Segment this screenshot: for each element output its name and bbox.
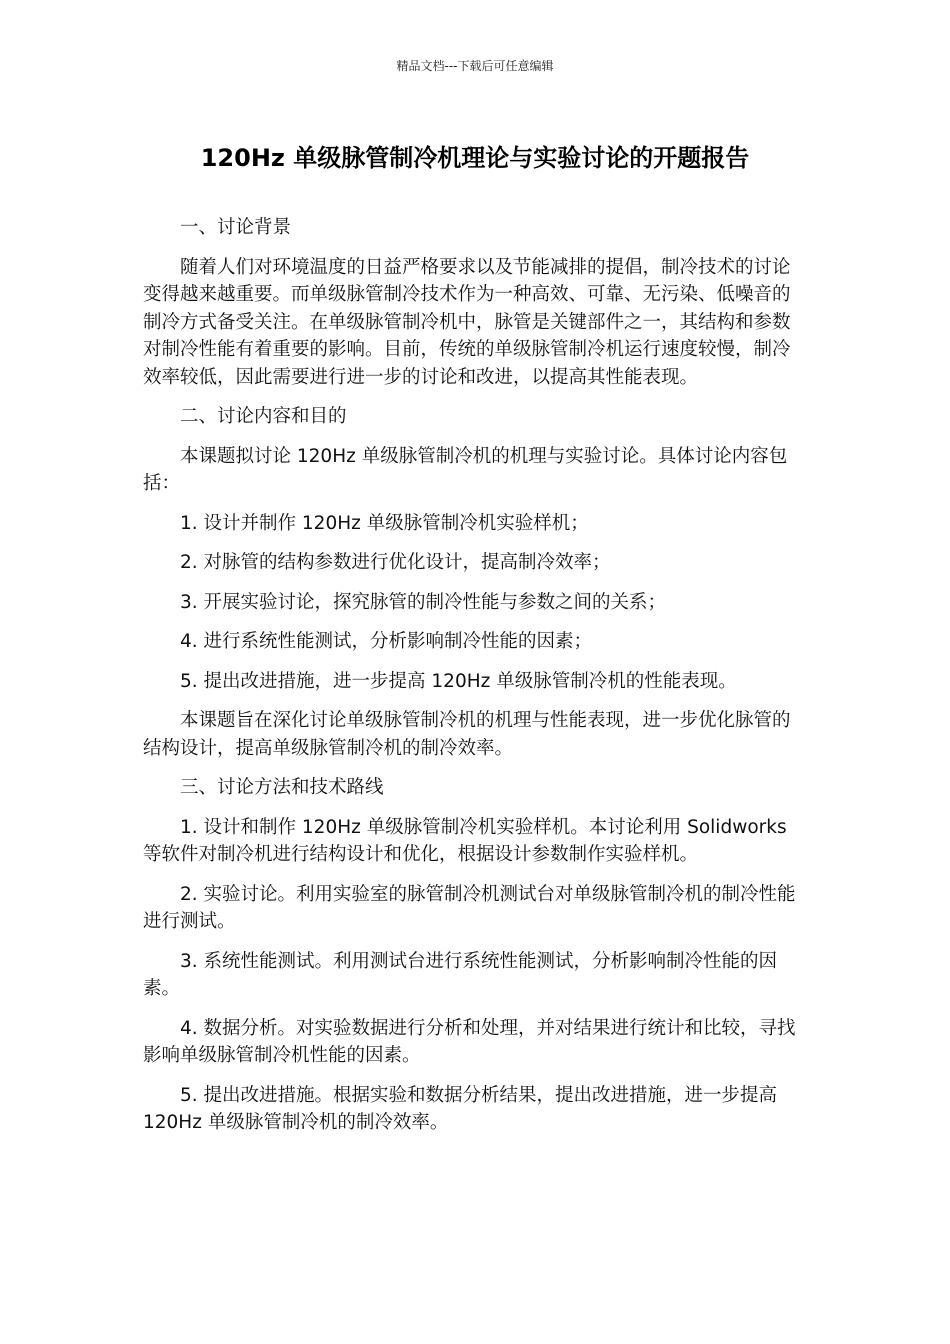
section-heading-background: 一、讨论背景 bbox=[180, 217, 292, 238]
list-item: 3. 开展实验讨论，探究脉管的制冷性能与参数之间的关系； bbox=[180, 591, 667, 613]
method-item: 1. 设计和制作 120Hz 单级脉管制冷机实验样机。本讨论利用 Solidworks 等软件对制冷机进行结构设计和优化，根据设计参数制作实验样机。 bbox=[143, 816, 787, 865]
method-item: 2. 实验讨论。利用实验室的脉管制冷机测试台对单级脉管制冷机的制冷性能进行测试。 bbox=[143, 883, 796, 932]
document-title: 120Hz 单级脉管制冷机理论与实验讨论的开题报告 bbox=[200, 144, 750, 172]
list-item: 4. 进行系统性能测试，分析影响制冷性能的因素； bbox=[180, 631, 593, 652]
section-heading-content-goals: 二、讨论内容和目的 bbox=[180, 406, 347, 427]
paragraph-background: 随着人们对环境温度的日益严格要求以及节能减排的提倡，制冷技术的讨论变得越来越重要。而单级脉管制冷技术作为一种高效、可靠、无污染、低噪音的制冷方式备受关注。在单级脉管制冷机中，脉管是关键部件之一，其结构和参数对制冷性能有着重要的影响。目前，传统的单级脉管制冷机运行速度较慢，制冷效率较低，因此需要进行进一步的讨论和改进，以提高其性能表现。 bbox=[143, 256, 791, 388]
paragraph-content-intro: 本课题拟讨论 120Hz 单级脉管制冷机的机理与实验讨论。具体讨论内容包括： bbox=[143, 445, 788, 494]
document-body bbox=[143, 214, 807, 1149]
list-item: 2. 对脉管的结构参数进行优化设计，提高制冷效率； bbox=[180, 552, 611, 573]
list-item: 1. 设计并制作 120Hz 单级脉管制冷机实验样机； bbox=[180, 512, 589, 534]
section-heading-methods: 三、讨论方法和技术路线 bbox=[180, 777, 384, 798]
paragraph-aim: 本课题旨在深化讨论单级脉管制冷机的机理与性能表现，进一步优化脉管的结构设计，提高单级脉管制冷机的制冷效率。 bbox=[143, 710, 791, 759]
header-note: 精品文档---下载后可任意编辑 bbox=[396, 59, 554, 73]
list-item: 5. 提出改进措施，进一步提高 120Hz 单级脉管制冷机的性能表现。 bbox=[180, 670, 737, 692]
method-item: 4. 数据分析。对实验数据进行分析和处理，并对结果进行统计和比较，寻找影响单级脉管制冷机性能的因素。 bbox=[143, 1017, 796, 1066]
method-item: 5. 提出改进措施。根据实验和数据分析结果，提出改进措施，进一步提高 120Hz 单级脉管制冷机的制冷效率。 bbox=[143, 1084, 778, 1133]
method-item: 3. 系统性能测试。利用测试台进行系统性能测试，分析影响制冷性能的因素。 bbox=[143, 950, 778, 999]
